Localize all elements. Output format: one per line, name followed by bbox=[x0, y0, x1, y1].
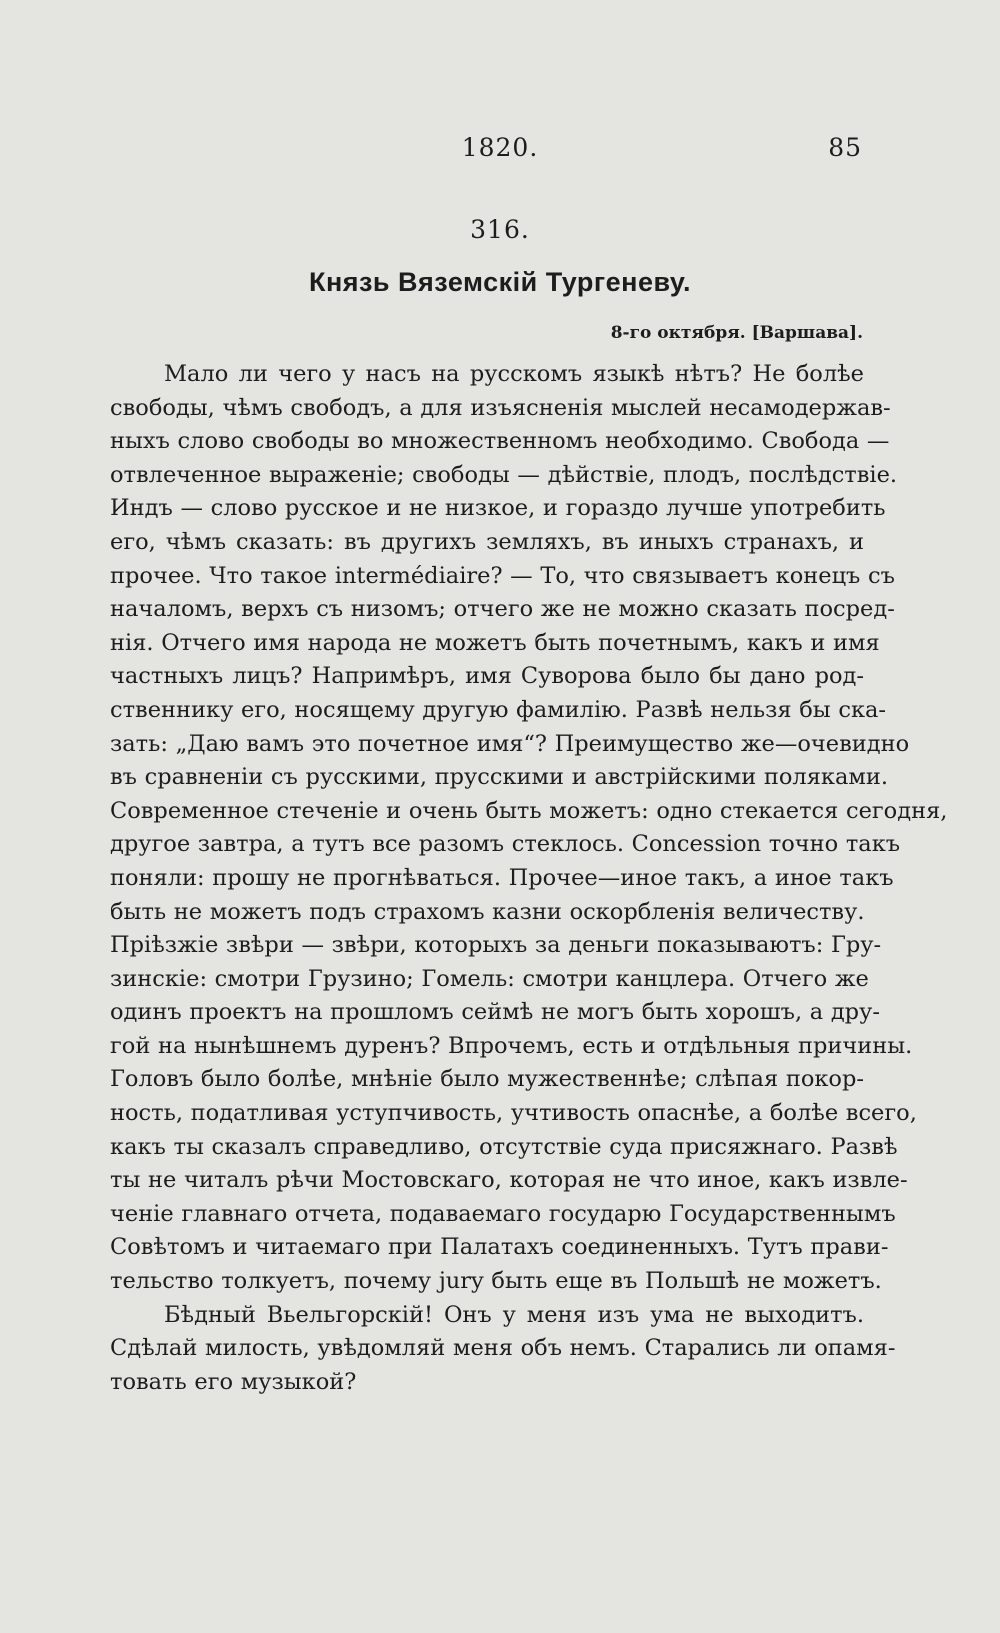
body-line: тельство толкуетъ, почему jury быть еще въ Польшѣ не можетъ. bbox=[110, 1268, 882, 1295]
body-line: свободы, чѣмъ свободъ, а для изъясненія мыслей несамодержав- bbox=[110, 394, 891, 421]
body-line: частныхъ лицъ? Напримѣръ, имя Суворова было бы дано род- bbox=[110, 663, 864, 690]
body-line: его, чѣмъ сказать: въ другихъ земляхъ, въ иныхъ странахъ, и bbox=[110, 528, 864, 555]
body-line: ность, податливая уступчивость, учтивость опаснѣе, а болѣе всего, bbox=[110, 1100, 917, 1127]
body-line: отвлеченное выраженіе; свободы — дѣйствіе, плодъ, послѣдствіе. bbox=[110, 461, 898, 488]
body-line: Сдѣлай милость, увѣдомляй меня объ немъ. Старались ли опамя- bbox=[110, 1335, 896, 1362]
body-line: Бѣдный Вьельгорскій! Онъ у меня изъ ума не выходитъ. bbox=[164, 1301, 864, 1328]
body-line: товать его музыкой? bbox=[110, 1368, 357, 1395]
body-line: Головъ было болѣе, мнѣніе было мужественнѣе; слѣпая покор- bbox=[110, 1066, 864, 1093]
body-line: гой на нынѣшнемъ дуренъ? Впрочемъ, есть и отдѣльныя причины. bbox=[110, 1032, 913, 1059]
body-line: Пріѣзжіе звѣри — звѣри, которыхъ за деньги показываютъ: Гру- bbox=[110, 932, 882, 959]
running-header-year: 1820. bbox=[461, 133, 539, 162]
body-line: ныхъ слово свободы во множественномъ необходимо. Свобода — bbox=[110, 428, 890, 455]
body-line: Мало ли чего у насъ на русскомъ языкѣ нѣтъ? Не болѣе bbox=[164, 361, 864, 387]
letter-body bbox=[110, 358, 948, 1399]
body-line: Индъ — слово русское и не низкое, и гораздо лучше употребить bbox=[110, 495, 886, 522]
letter-title: Князь Вяземскій Тургеневу. bbox=[308, 267, 692, 297]
body-line: другое завтра, а тутъ все разомъ стеклось. Concession точно такъ bbox=[110, 831, 901, 858]
body-line: ты не читалъ рѣчи Мостовскаго, которая не что иное, какъ извле- bbox=[110, 1167, 908, 1194]
body-line: началомъ, верхъ съ низомъ; отчего же не можно сказать посред- bbox=[110, 596, 895, 623]
letter-date: 8-го октября. [Варшава]. bbox=[610, 323, 863, 343]
letter-number: 316. bbox=[470, 215, 530, 244]
body-line: ченіе главнаго отчета, подаваемаго государю Государственнымъ bbox=[110, 1200, 896, 1227]
body-line: ственнику его, носящему другую фамилію. Развѣ нельзя бы ска- bbox=[110, 696, 887, 723]
body-line: нія. Отчего имя народа не можетъ быть почетнымъ, какъ и имя bbox=[110, 629, 880, 656]
page-number: 85 bbox=[828, 133, 862, 162]
body-line: зинскіе: смотри Грузино; Гомель: смотри канцлера. Отчего же bbox=[110, 965, 869, 992]
body-line: поняли: прошу не прогнѣваться. Прочее—иное такъ, а иное такъ bbox=[110, 864, 894, 891]
body-line: въ сравненіи съ русскими, прусскими и австрійскими поляками. bbox=[110, 764, 889, 791]
body-line: одинъ проектъ на прошломъ сеймѣ не могъ быть хорошъ, а дру- bbox=[110, 999, 880, 1026]
body-line: быть не можетъ подъ страхомъ казни оскорбленія величеству. bbox=[110, 898, 865, 925]
body-line: прочее. Что такое intermédiaire? — То, что связываетъ конецъ съ bbox=[110, 562, 895, 589]
body-line: Современное стеченіе и очень быть можетъ: одно стекается сегодня, bbox=[110, 797, 948, 824]
body-line: какъ ты сказалъ справедливо, отсутствіе суда присяжнаго. Развѣ bbox=[110, 1133, 898, 1160]
body-line: Совѣтомъ и читаемаго при Палатахъ соединенныхъ. Тутъ прави- bbox=[110, 1234, 889, 1261]
body-line: зать: „Даю вамъ это почетное имя“? Преимущество же—очевидно bbox=[110, 730, 910, 757]
